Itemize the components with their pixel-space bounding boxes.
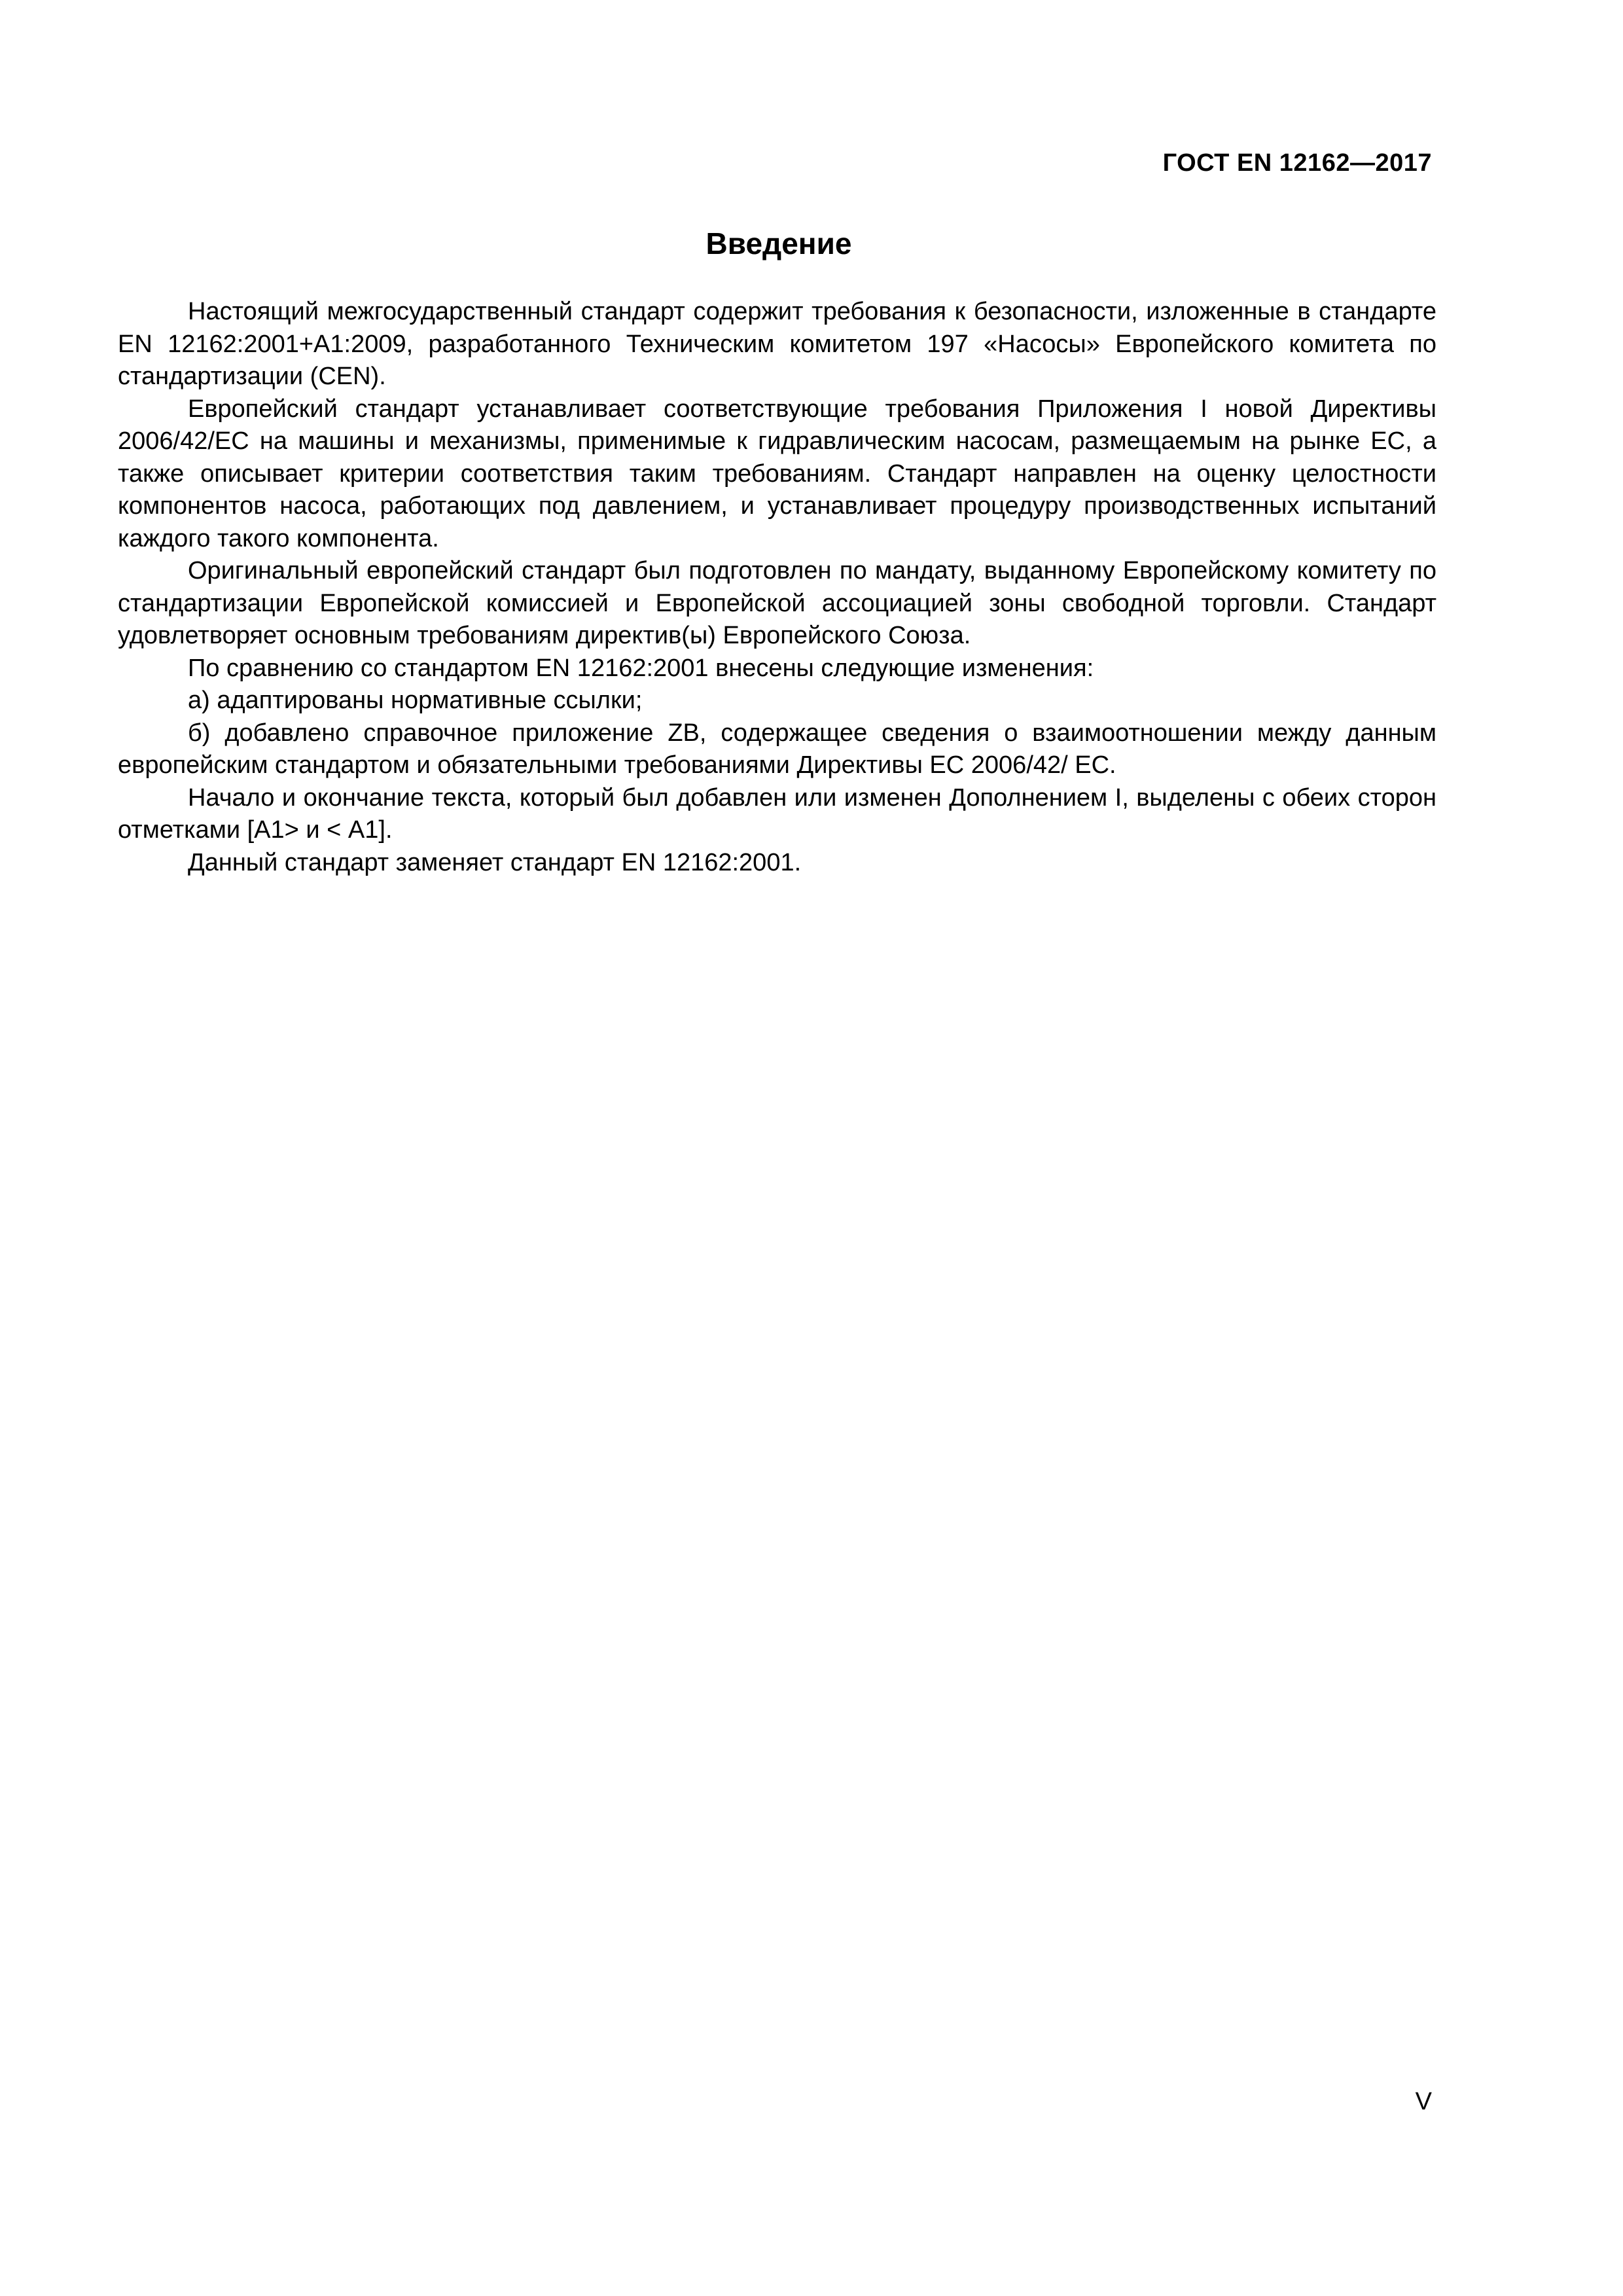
paragraph: По сравнению со стандартом EN 12162:2001 внесены следующие изменения: (188, 654, 1094, 682)
paragraph: Настоящий межгосударственный стандарт содержит требования к безопасности, изложенные в стандарте EN 12162:2001+A1:2009, разработанного Техническим комитетом 197 «Насосы» Европейского комитета по стандартизации (CEN). (118, 298, 1436, 390)
document-body (118, 296, 1436, 879)
paragraph: Данный стандарт заменяет стандарт EN 12162:2001. (188, 848, 802, 876)
paragraph: Начало и окончание текста, который был добавлен или изменен Дополнением I, выделены с обеих сторон отметками [A1> и < A1]. (118, 783, 1436, 844)
document-code: ГОСТ EN 12162—2017 (1162, 149, 1432, 177)
list-item: а) адаптированы нормативные ссылки; (188, 687, 643, 714)
section-title: Введение (705, 226, 852, 260)
page-number: V (1415, 2088, 1432, 2115)
paragraph: Оригинальный европейский стандарт был подготовлен по мандату, выданному Европейскому комитету по стандартизации Европейской комиссией и Европейской ассоциацией зоны свободной торговли. Стандарт удовлетворяет основным требованиям директив(ы) Европейского Союза. (118, 557, 1436, 649)
list-item: б) добавлено справочное приложение ZB, содержащее сведения о взаимоотношении между данным европейским стандартом и обязательными требованиями Директивы ЕС 2006/42/ ЕС. (118, 719, 1436, 779)
paragraph: Европейский стандарт устанавливает соответствующие требования Приложения I новой Директивы 2006/42/ЕС на машины и механизмы, применимые к гидравлическим насосам, размещаемым на рынке ЕС, а также описывает критерии соответствия таким требованиям. Стандарт направлен на оценку целостности компонентов насоса, работающих под давлением, и устанавливает процедуру производственных испытаний каждого такого компонента. (118, 395, 1436, 552)
